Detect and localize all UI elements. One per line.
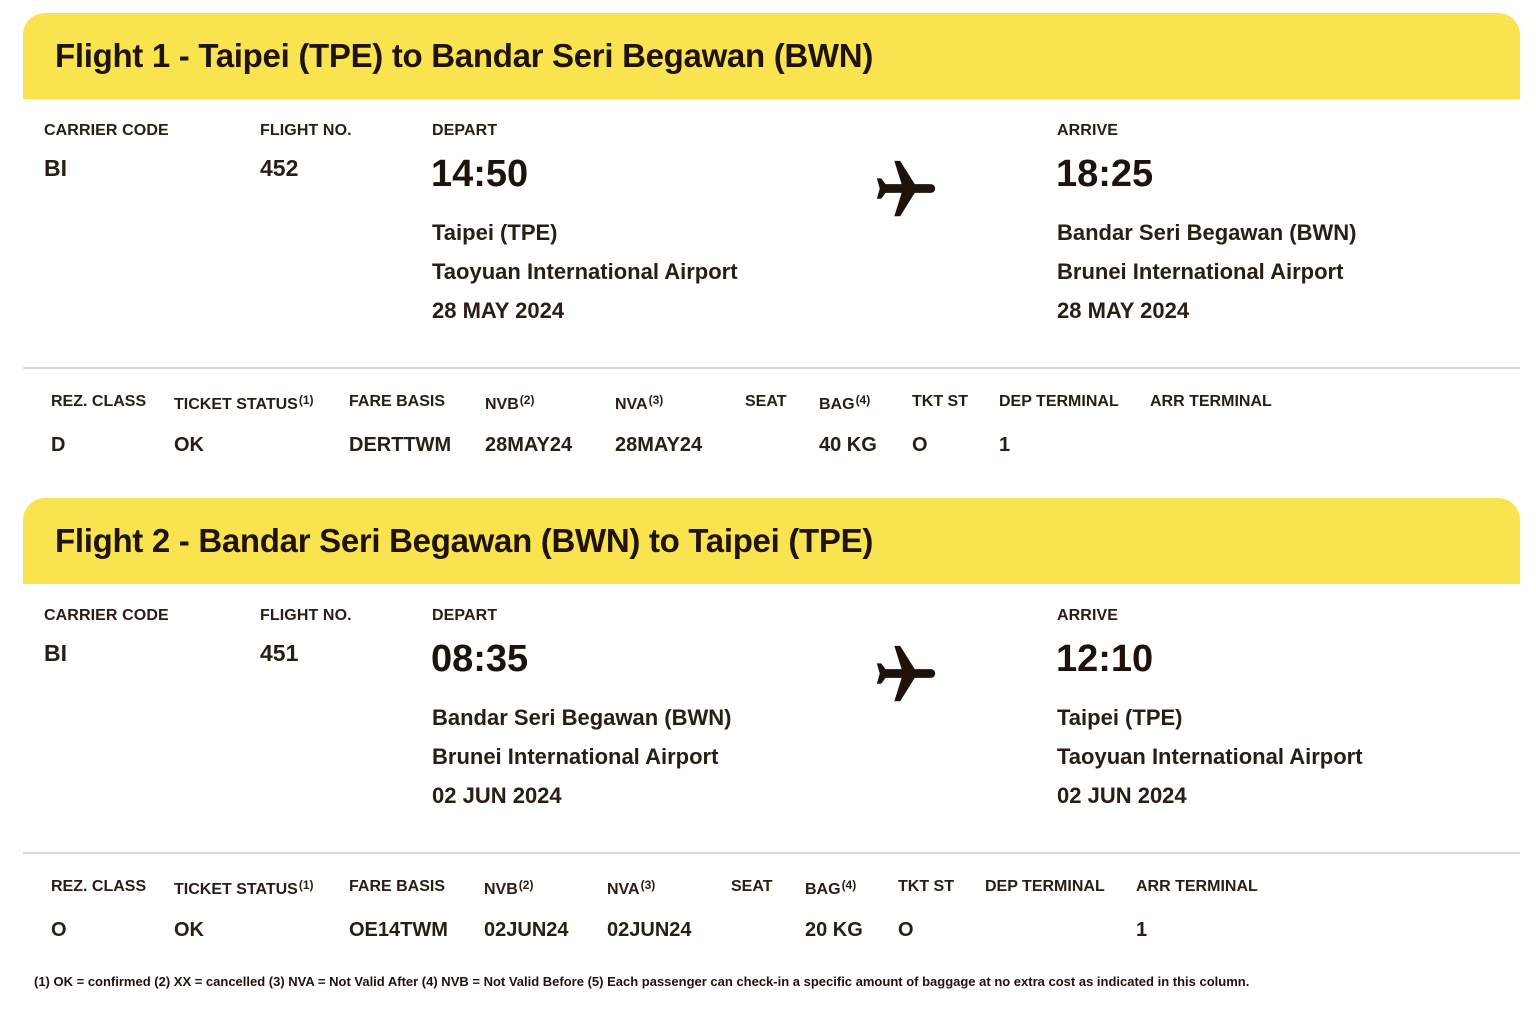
col-fare-basis-value: DERTTWM [349,434,452,456]
col-tkt-st-header: TKT ST [912,393,968,410]
carrier-code-label: CARRIER CODE [44,122,169,139]
flight-2-card [23,498,1520,959]
col-rez-class-header: REZ. CLASS [51,878,147,895]
arrive-location [1057,698,1363,815]
col-dep-terminal-value: 1 [999,434,1011,456]
col-ticket-status-value: OK [174,434,204,456]
col-bag-header: BAG$^{(4)}$ [819,393,871,413]
col-dep-terminal-header: DEP TERMINAL [999,393,1119,410]
col-bag-header: BAG$^{(4)}$ [805,878,857,898]
col-fare-basis-header: FARE BASIS [349,393,446,410]
col-bag-value: 40 KG [819,434,877,456]
flight-2-details [23,584,1520,852]
col-rez-class-value: O [51,919,67,941]
col-ticket-status-header: TICKET STATUS$^{(1)}$ [174,393,314,413]
carrier-code-label: CARRIER CODE [44,607,169,624]
airplane-icon [871,640,941,710]
depart-time: 08:35 [431,638,529,680]
col-seat-header: SEAT [745,393,787,410]
arrive-airport: Brunei International Airport [1057,259,1344,284]
depart-label: DEPART [432,607,498,624]
flight-2-title: Flight 2 - Bandar Seri Begawan (BWN) to Taipei (TPE) [55,522,874,559]
carrier-code-value: BI [44,640,67,666]
col-rez-class-header: REZ. CLASS [51,393,147,410]
flight-1-details [23,99,1520,367]
flight-no-value: 452 [260,155,299,181]
arrive-city: Bandar Seri Begawan (BWN) [1057,220,1357,245]
col-seat-header: SEAT [731,878,773,895]
col-bag-value: 20 KG [805,919,863,941]
col-arr-terminal-value: 1 [1136,919,1148,941]
col-tkt-st-value: O [912,434,928,456]
flight-2-header [23,498,1520,584]
flight-no-label: FLIGHT NO. [260,122,352,139]
col-nva-value: 02JUN24 [607,919,692,941]
arrive-location [1057,213,1357,330]
arrive-time: 18:25 [1056,153,1154,195]
depart-date: 02 JUN 2024 [432,783,562,808]
col-rez-class-value: D [51,434,66,456]
depart-location [432,698,732,815]
col-ticket-status-header: TICKET STATUS$^{(1)}$ [174,878,314,898]
depart-airport: Brunei International Airport [432,744,719,769]
flight-2-fare-table [23,854,1520,959]
arrive-date: 02 JUN 2024 [1057,783,1187,808]
arrive-airport: Taoyuan International Airport [1057,744,1363,769]
depart-location [432,213,738,330]
flight-no-value: 451 [260,640,299,666]
depart-city: Taipei (TPE) [432,220,558,245]
col-nvb-value: 02JUN24 [484,919,569,941]
col-ticket-status-value: OK [174,919,204,941]
col-nva-header: NVA$^{(3)}$ [607,878,656,898]
airplane-icon [871,155,941,225]
depart-airport: Taoyuan International Airport [432,259,738,284]
flight-1-header [23,13,1520,99]
arrive-label: ARRIVE [1057,122,1119,139]
flight-1-title: Flight 1 - Taipei (TPE) to Bandar Seri Begawan (BWN) [55,37,874,74]
carrier-code-value: BI [44,155,67,181]
arrive-label: ARRIVE [1057,607,1119,624]
col-tkt-st-value: O [898,919,914,941]
col-nva-value: 28MAY24 [615,434,703,456]
col-nva-header: NVA$^{(3)}$ [615,393,664,413]
col-tkt-st-header: TKT ST [898,878,954,895]
col-fare-basis-value: OE14TWM [349,919,448,941]
flight-1-fare-table [23,369,1520,474]
flight-no-label: FLIGHT NO. [260,607,352,624]
arrive-date: 28 MAY 2024 [1057,298,1190,323]
col-fare-basis-header: FARE BASIS [349,878,446,895]
col-nvb-value: 28MAY24 [485,434,573,456]
flight-1-card [23,13,1520,474]
depart-label: DEPART [432,122,498,139]
depart-city: Bandar Seri Begawan (BWN) [432,705,732,730]
col-nvb-header: NVB$^{(2)}$ [485,393,535,413]
col-nvb-header: NVB$^{(2)}$ [484,878,534,898]
col-arr-terminal-header: ARR TERMINAL [1136,878,1258,895]
depart-date: 28 MAY 2024 [432,298,565,323]
arrive-time: 12:10 [1056,638,1154,680]
footnote: (1) OK = confirmed (2) XX = cancelled (3) NVA = Not Valid After (4) NVB = Not Valid Before (5) Each passenger can check-in a specific amount of baggage at no extra cost as indicated in this column. [34,974,1250,989]
arrive-city: Taipei (TPE) [1057,705,1183,730]
depart-time: 14:50 [431,153,529,195]
col-arr-terminal-header: ARR TERMINAL [1150,393,1272,410]
col-dep-terminal-header: DEP TERMINAL [985,878,1105,895]
